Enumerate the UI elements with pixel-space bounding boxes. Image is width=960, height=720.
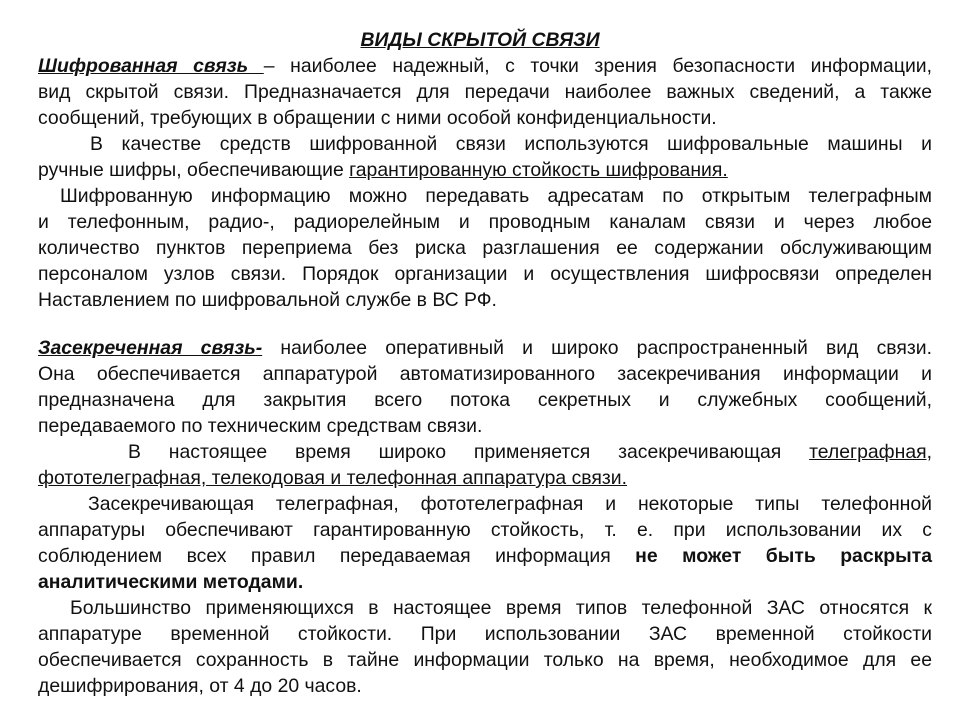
paragraph-line: персоналом узлов связи. Порядок организации и осуществления шифросвязи определен [38, 263, 932, 285]
paragraph-line: обеспечивается сохранность в тайне информации только на время, необходимое для ее [38, 649, 932, 671]
paragraph-line [128, 439, 932, 465]
paragraph-line: и телефонным, радио-, радиорелейным и проводным каналам связи и через любое [38, 211, 932, 233]
paragraph-line: вид скрытой связи. Предназначается для передачи наиболее важных сведений, а также [38, 81, 932, 103]
paragraph-line: В качестве средств шифрованной связи используются шифровальные машины и [90, 133, 932, 155]
paragraph-line: количество пунктов переприема без риска разглашения ее содержании обслуживающим [38, 237, 932, 259]
paragraph-line: Шифрованную информацию можно передавать адресатам по открытым телеграфным [60, 185, 932, 207]
underlined-phrase: телеграфная, [809, 441, 932, 463]
paragraph-line: сообщений, требующих в обращении с ними особой конфиденциальности. [38, 107, 717, 129]
paragraph-line: передаваемого по техническим средствам связи. [38, 415, 483, 437]
paragraph-line [38, 465, 932, 491]
text-span: – наиболее надежный, с точки зрения безопасности информации, [263, 55, 932, 77]
underlined-phrase: фототелеграфная, телекодовая и телефонная аппаратура связи. [38, 467, 627, 489]
underlined-phrase: гарантированную стойкость шифрования. [349, 159, 728, 181]
paragraph-line: Засекречивающая телеграфная, фототелеграфная и некоторые типы телефонной [88, 493, 932, 515]
paragraph-line: аппаратуре временной стойкости. При использовании ЗАС временной стойкости [38, 623, 932, 645]
text-span: соблюдением всех правил передаваемая информация [38, 545, 636, 567]
term-classified-communication: Засекреченная связь- [38, 337, 263, 359]
paragraph-line: Большинство применяющихся в настоящее время типов телефонной ЗАС относятся к [70, 597, 932, 619]
document-title: ВИДЫ СКРЫТОЙ СВЯЗИ [360, 29, 600, 51]
paragraph-line [38, 335, 932, 361]
text-span: наиболее оперативный и широко распространенный вид связи. [262, 337, 932, 359]
paragraph-line: Наставлением по шифровальной службе в ВС РФ. [38, 289, 497, 311]
paragraph-line [38, 53, 932, 79]
paragraph-line: Она обеспечивается аппаратурой автоматизированного засекречивания информации и [38, 363, 932, 385]
paragraph-line: аппаратуры обеспечивают гарантированную стойкость, т. е. при использовании их с [38, 519, 932, 541]
text-span: ручные шифры, обеспечивающие [38, 159, 350, 181]
paragraph-line: дешифрирования, от 4 до 20 часов. [38, 675, 362, 697]
text-span: В настоящее время широко применяется засекречивающая [128, 441, 810, 463]
paragraph-line [38, 543, 932, 569]
bold-phrase: не может быть раскрыта [635, 545, 932, 567]
term-encrypted-communication: Шифрованная связь [38, 55, 264, 77]
paragraph-line: предназначена для закрытия всего потока секретных и служебных сообщений, [38, 389, 932, 411]
paragraph-line: аналитическими методами. [38, 571, 304, 593]
paragraph-line [38, 157, 932, 183]
